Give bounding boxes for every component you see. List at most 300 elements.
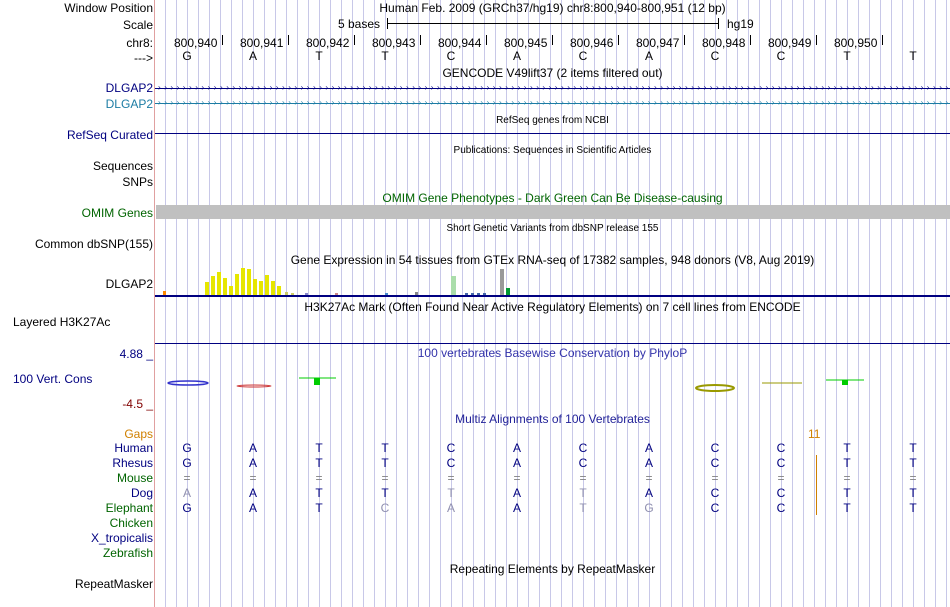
strand-arrow-icon: › — [313, 98, 316, 107]
gtex-bar — [305, 293, 308, 295]
alignment-base: T — [579, 486, 587, 500]
strand-arrow-icon: › — [815, 83, 818, 92]
strand-arrow-icon: › — [598, 98, 601, 107]
strand-arrow-icon: › — [306, 83, 310, 92]
strand-arrow-icon: › — [251, 83, 254, 92]
strand-arrow-icon: › — [660, 83, 663, 92]
gtex-bar — [271, 281, 275, 295]
strand-arrow-icon: › — [641, 98, 645, 107]
ruler-position-label: 800,949 — [768, 36, 812, 50]
strand-arrow-icon: › — [368, 83, 372, 92]
strand-arrow-icon: › — [902, 98, 905, 107]
strand-arrow-icon: › — [833, 83, 837, 92]
ruler-position-label: 800,942 — [306, 36, 350, 50]
strand-arrow-icon: › — [877, 98, 880, 107]
ruler-base: T — [315, 49, 323, 63]
strand-arrow-icon: › — [461, 98, 465, 107]
ruler-tick — [354, 35, 355, 45]
strand-arrow-icon: › — [598, 83, 601, 92]
alignment-base: T — [843, 456, 851, 470]
gtex-bar — [471, 293, 474, 295]
strand-arrow-icon: › — [709, 83, 713, 92]
gtex-bar — [163, 291, 166, 295]
omim-phenotype-bar[interactable] — [156, 205, 950, 219]
strand-arrow-icon: › — [926, 98, 930, 107]
strand-arrow-icon: › — [189, 83, 192, 92]
gtex-bar — [465, 293, 468, 295]
strand-arrow-icon: › — [437, 98, 440, 107]
refseq-gene-line[interactable] — [155, 133, 950, 134]
species-label-x_tropicalis[interactable]: X_tropicalis — [90, 531, 153, 545]
strand-arrow-icon: › — [232, 98, 236, 107]
strand-arrow-icon: › — [306, 98, 310, 107]
strand-arrow-icon: › — [387, 98, 391, 107]
strand-arrow-icon: › — [827, 98, 831, 107]
strand-arrow-icon: › — [300, 83, 304, 92]
omim-track-label[interactable]: OMIM Genes — [81, 206, 153, 220]
strand-arrow-icon: › — [226, 83, 229, 92]
strand-arrow-icon: › — [220, 83, 223, 92]
strand-arrow-icon: › — [492, 98, 496, 107]
strand-arrow-icon: › — [288, 98, 291, 107]
gtex-bar — [265, 275, 269, 295]
strand-arrow-icon: › — [499, 98, 502, 107]
conservation-min-label: -4.5 _ — [122, 397, 153, 411]
strand-arrow-icon: › — [864, 83, 868, 92]
alignment-base: T — [579, 501, 587, 515]
ruler-base: C — [578, 49, 588, 63]
strand-arrow-icon: › — [759, 98, 763, 107]
strand-arrow-icon: › — [424, 83, 428, 92]
strand-arrow-icon: › — [939, 98, 942, 107]
strand-arrow-icon: › — [877, 83, 880, 92]
strand-arrow-icon: › — [406, 98, 409, 107]
strand-arrow-icon: › — [201, 98, 205, 107]
strand-arrow-icon: › — [189, 98, 192, 107]
strand-arrow-icon: › — [257, 83, 260, 92]
alignment-base: C — [446, 441, 456, 455]
strand-arrow-icon: › — [840, 98, 843, 107]
strand-arrow-icon: › — [430, 98, 434, 107]
strand-arrow-icon: › — [430, 83, 434, 92]
strand-arrow-icon: › — [269, 83, 273, 92]
strand-arrow-icon: › — [176, 83, 180, 92]
gap-count-label: 11 — [808, 427, 821, 441]
strand-arrow-icon: › — [288, 83, 291, 92]
alignment-base: T — [447, 486, 455, 500]
strand-arrow-icon: › — [381, 98, 384, 107]
multiz-track-title[interactable]: Multiz Alignments of 100 Vertebrates — [455, 412, 650, 426]
strand-arrow-icon: › — [759, 83, 763, 92]
strand-arrow-icon: › — [158, 83, 161, 92]
alignment-base: C — [710, 501, 720, 515]
snps-track-label[interactable]: SNPs — [122, 175, 153, 189]
gencode-gene-label-2[interactable]: DLGAP2 — [105, 97, 153, 111]
strand-arrow-icon: › — [691, 83, 694, 92]
strand-arrow-icon: › — [393, 98, 397, 107]
strand-arrow-icon: › — [505, 83, 508, 92]
strand-arrow-icon: › — [722, 83, 725, 92]
strand-arrow-icon: › — [585, 98, 589, 107]
strand-arrow-icon: › — [275, 98, 279, 107]
strand-arrow-icon: › — [920, 83, 924, 92]
ruler-position-label: 800,950 — [834, 36, 878, 50]
publications-track-title[interactable]: Publications: Sequences in Scientific Articles — [453, 145, 652, 156]
gtex-bar — [291, 293, 294, 295]
strand-arrow-icon: › — [536, 98, 539, 107]
ruler-position-label: 800,945 — [504, 36, 548, 50]
alignment-base: G — [644, 501, 654, 515]
strand-arrow-icon: › — [418, 98, 422, 107]
ruler-tick — [552, 35, 553, 45]
strand-arrow-icon: › — [858, 98, 862, 107]
strand-arrow-icon: › — [418, 83, 422, 92]
strand-arrow-icon: › — [616, 98, 620, 107]
alignment-base: T — [909, 441, 917, 455]
strand-arrow-icon: › — [517, 83, 521, 92]
alignment-base: T — [843, 486, 851, 500]
strand-arrow-icon: › — [784, 98, 787, 107]
refseq-track-label[interactable]: RefSeq Curated — [66, 128, 153, 142]
phylop-peak — [168, 381, 208, 385]
phylop-conservation-plot[interactable] — [155, 372, 950, 396]
h3k27ac-track-title[interactable]: H3K27Ac Mark (Often Found Near Active Regulatory Elements) on 7 cell lines from ENCODE — [304, 300, 801, 314]
strand-arrow-icon: › — [412, 83, 415, 92]
alignment-base: T — [843, 441, 851, 455]
strand-arrow-icon: › — [734, 83, 738, 92]
ruler-tick — [420, 35, 421, 45]
strand-arrow-icon: › — [592, 98, 595, 107]
strand-arrow-icon: › — [852, 83, 856, 92]
strand-arrow-icon: › — [461, 83, 465, 92]
alignment-base: C — [578, 456, 588, 470]
strand-arrow-icon: › — [337, 98, 341, 107]
alignment-base: = — [579, 471, 587, 485]
alignment-base: A — [512, 441, 521, 455]
strand-arrow-icon: › — [939, 83, 942, 92]
strand-arrow-icon: › — [294, 83, 298, 92]
strand-arrow-icon: › — [691, 98, 694, 107]
strand-arrow-icon: › — [368, 98, 372, 107]
alignment-base: C — [776, 456, 786, 470]
strand-arrow-icon: › — [263, 83, 267, 92]
strand-arrow-icon: › — [238, 83, 242, 92]
strand-arrow-icon: › — [716, 83, 719, 92]
gtex-bar — [217, 272, 221, 295]
strand-arrow-icon: › — [641, 83, 645, 92]
strand-arrow-icon: › — [852, 98, 856, 107]
gtex-bar — [247, 269, 251, 295]
dbsnp-track-label[interactable]: Common dbSNP(155) — [34, 237, 153, 251]
gtex-bar — [483, 293, 486, 295]
strand-arrow-icon: › — [244, 98, 248, 107]
strand-arrow-icon: › — [778, 98, 781, 107]
alignment-base: T — [381, 486, 389, 500]
strand-arrow-icon: › — [666, 83, 670, 92]
gencode-gene-label-1[interactable]: DLGAP2 — [105, 81, 153, 95]
strand-arrow-icon: › — [492, 83, 496, 92]
strand-arrow-icon: › — [635, 83, 639, 92]
gtex-bar — [415, 292, 418, 295]
repeatmasker-track-label[interactable]: RepeatMasker — [74, 577, 153, 591]
strand-arrow-icon: › — [269, 98, 273, 107]
strand-arrow-icon: › — [406, 83, 409, 92]
alignment-base: = — [777, 471, 785, 485]
ruler-position-label: 800,946 — [570, 36, 614, 50]
gap-insertion-marker — [816, 455, 817, 515]
alignment-base: = — [513, 471, 521, 485]
alignment-base: T — [381, 456, 389, 470]
gencode-transcript-1[interactable] — [155, 88, 950, 89]
gtex-bar — [506, 288, 510, 295]
strand-arrow-icon: › — [740, 98, 744, 107]
strand-arrow-icon: › — [660, 98, 663, 107]
strand-arrow-icon: › — [623, 98, 626, 107]
strand-arrow-icon: › — [480, 98, 484, 107]
ruler-tick — [222, 35, 223, 45]
phylop-peak — [842, 380, 848, 385]
strand-arrow-icon: › — [164, 98, 167, 107]
strand-arrow-icon: › — [802, 83, 806, 92]
ruler-tick — [816, 35, 817, 45]
strand-arrow-icon: › — [728, 83, 732, 92]
strand-arrow-icon: › — [399, 83, 403, 92]
alignment-base: C — [776, 501, 786, 515]
strand-arrow-icon: › — [319, 83, 322, 92]
gencode-transcript-2[interactable] — [155, 103, 950, 104]
gtex-bar — [205, 282, 209, 295]
strand-arrow-icon: › — [703, 98, 707, 107]
strand-arrow-icon: › — [672, 83, 676, 92]
gencode-track-title[interactable]: GENCODE V49lift37 (2 items filtered out) — [442, 66, 663, 80]
strand-arrow-icon: › — [195, 83, 198, 92]
alignment-base: = — [447, 471, 455, 485]
species-label-mouse[interactable]: Mouse — [116, 471, 153, 485]
strand-arrow-icon: › — [474, 83, 477, 92]
strand-arrow-icon: › — [592, 83, 595, 92]
strand-arrow-icon: › — [871, 83, 874, 92]
gtex-expression-barchart[interactable] — [155, 264, 950, 298]
strand-arrow-icon: › — [871, 98, 874, 107]
strand-arrow-icon: › — [703, 83, 707, 92]
strand-arrow-icon: › — [796, 83, 800, 92]
strand-arrow-icon: › — [505, 98, 508, 107]
strand-arrow-icon: › — [889, 83, 893, 92]
gtex-bar — [253, 279, 257, 295]
alignment-base: A — [248, 501, 257, 515]
strand-arrow-icon: › — [685, 98, 688, 107]
strand-arrow-icon: › — [344, 98, 347, 107]
strand-arrow-icon: › — [375, 83, 378, 92]
ruler-position-label: 800,941 — [240, 36, 284, 50]
strand-arrow-icon: › — [393, 83, 397, 92]
phylop-track-title[interactable]: 100 vertebrates Basewise Conservation by PhyloP — [417, 346, 688, 360]
strand-arrow-icon: › — [201, 83, 205, 92]
gtex-bar — [223, 278, 227, 295]
conservation-max-label: 4.88 _ — [119, 347, 153, 361]
alignment-base: C — [578, 441, 588, 455]
alignment-base: A — [512, 501, 521, 515]
alignment-base: = — [315, 471, 323, 485]
strand-arrow-icon: › — [895, 98, 899, 107]
strand-arrow-icon: › — [629, 98, 632, 107]
strand-arrow-icon: › — [610, 98, 614, 107]
alignment-base: C — [446, 456, 456, 470]
alignment-base: C — [776, 486, 786, 500]
gtex-track-label[interactable]: DLGAP2 — [105, 277, 153, 291]
strand-arrow-icon: › — [647, 83, 651, 92]
ruler-tick — [750, 35, 751, 45]
strand-arrow-icon: › — [344, 83, 347, 92]
strand-arrow-icon: › — [294, 98, 298, 107]
strand-arrow-icon: › — [722, 98, 725, 107]
strand-arrow-icon: › — [790, 98, 794, 107]
alignment-base: T — [909, 456, 917, 470]
gtex-bar — [211, 276, 215, 295]
sequences-track-label[interactable]: Sequences — [92, 159, 153, 173]
strand-arrow-label: ---> — [134, 51, 153, 65]
strand-arrow-icon: › — [604, 98, 608, 107]
strand-arrow-icon: › — [771, 83, 775, 92]
strand-arrow-icon: › — [753, 83, 756, 92]
species-label-elephant[interactable]: Elephant — [105, 501, 153, 515]
species-label-rhesus[interactable]: Rhesus — [112, 456, 153, 470]
strand-arrow-icon: › — [796, 98, 800, 107]
strand-arrow-icon: › — [629, 83, 632, 92]
ruler-base: G — [182, 49, 192, 63]
alignment-base: T — [843, 501, 851, 515]
alignment-base: T — [315, 486, 323, 500]
alignment-base: = — [183, 471, 191, 485]
species-label-human[interactable]: Human — [114, 441, 153, 455]
strand-arrow-icon: › — [840, 83, 843, 92]
strand-arrow-icon: › — [170, 83, 174, 92]
strand-arrow-icon: › — [182, 98, 186, 107]
strand-arrow-icon: › — [220, 98, 223, 107]
strand-arrow-icon: › — [846, 83, 849, 92]
strand-arrow-icon: › — [362, 98, 366, 107]
strand-arrow-icon: › — [889, 98, 893, 107]
strand-arrow-icon: › — [654, 83, 657, 92]
strand-arrow-icon: › — [213, 83, 217, 92]
strand-arrow-icon: › — [827, 83, 831, 92]
strand-arrow-icon: › — [864, 98, 868, 107]
strand-arrow-icon: › — [623, 83, 626, 92]
strand-arrow-icon: › — [933, 98, 936, 107]
strand-arrow-icon: › — [579, 98, 583, 107]
alignment-base: A — [182, 486, 191, 500]
strand-arrow-icon: › — [381, 83, 384, 92]
gtex-bar — [451, 276, 456, 295]
dbsnp-track-title[interactable]: Short Genetic Variants from dbSNP release 155 — [446, 223, 659, 234]
gtex-baseline — [155, 295, 950, 297]
conservation-track-label[interactable]: 100 Vert. Cons — [13, 372, 93, 386]
species-label-zebrafish[interactable]: Zebrafish — [102, 546, 153, 560]
strand-arrow-icon: › — [920, 98, 924, 107]
strand-arrow-icon: › — [554, 98, 558, 107]
strand-arrow-icon: › — [530, 83, 533, 92]
gtex-track-title[interactable]: Gene Expression in 54 tissues from GTEx RNA-seq of 17382 samples, 948 donors (V8, Aug 2019) — [290, 253, 815, 267]
strand-arrow-icon: › — [213, 98, 217, 107]
species-label-chicken[interactable]: Chicken — [109, 516, 153, 530]
repeatmasker-track-title[interactable]: Repeating Elements by RepeatMasker — [449, 562, 656, 576]
alignment-base: C — [710, 486, 720, 500]
phylop-peak — [696, 385, 734, 391]
strand-arrow-icon: › — [747, 98, 750, 107]
strand-arrow-icon: › — [666, 98, 670, 107]
gtex-bar — [500, 269, 504, 295]
strand-arrow-icon: › — [523, 98, 527, 107]
alignment-base: = — [381, 471, 389, 485]
strand-arrow-icon: › — [356, 83, 360, 92]
strand-arrow-icon: › — [765, 98, 769, 107]
strand-arrow-icon: › — [672, 98, 676, 107]
strand-arrow-icon: › — [387, 83, 391, 92]
alignment-base: A — [446, 501, 455, 515]
species-label-dog[interactable]: Dog — [130, 486, 153, 500]
strand-arrow-icon: › — [883, 83, 887, 92]
strand-arrow-icon: › — [895, 83, 899, 92]
assembly-position-title: Human Feb. 2009 (GRCh37/hg19) chr8:800,940-800,951 (12 bp) — [379, 1, 726, 15]
strand-arrow-icon: › — [486, 83, 490, 92]
strand-arrow-icon: › — [176, 98, 180, 107]
strand-arrow-icon: › — [933, 83, 936, 92]
strand-arrow-icon: › — [337, 83, 341, 92]
strand-arrow-icon: › — [784, 83, 787, 92]
strand-arrow-icon: › — [282, 98, 285, 107]
refseq-track-title[interactable]: RefSeq genes from NCBI — [496, 115, 609, 126]
strand-arrow-icon: › — [542, 83, 546, 92]
strand-arrow-icon: › — [833, 98, 837, 107]
strand-arrow-icon: › — [511, 83, 515, 92]
strand-arrow-icon: › — [449, 83, 453, 92]
ruler-base: A — [248, 49, 257, 63]
h3k27ac-track-label[interactable]: Layered H3K27Ac — [13, 315, 111, 329]
scale-bar — [387, 23, 719, 24]
alignment-base: C — [380, 501, 390, 515]
scale-bar-right-tick — [718, 18, 719, 29]
strand-arrow-icon: › — [914, 98, 918, 107]
strand-arrow-icon: › — [573, 83, 577, 92]
alignment-base: C — [776, 441, 786, 455]
alignment-base: A — [248, 456, 257, 470]
strand-arrow-icon: › — [238, 98, 242, 107]
strand-arrow-icon: › — [716, 98, 719, 107]
alignment-base: = — [909, 471, 917, 485]
alignment-base: G — [182, 501, 192, 515]
omim-track-title[interactable]: OMIM Gene Phenotypes - Dark Green Can Be Disease-causing — [382, 191, 723, 205]
strand-arrow-icon: › — [945, 98, 949, 107]
strand-arrow-icon: › — [654, 98, 657, 107]
strand-arrow-icon: › — [443, 83, 446, 92]
ruler-base: C — [776, 49, 786, 63]
ruler-position-label: 800,943 — [372, 36, 416, 50]
alignment-base: A — [644, 441, 653, 455]
strand-arrow-icon: › — [883, 98, 887, 107]
ruler-tick — [684, 35, 685, 45]
ruler-base: C — [446, 49, 456, 63]
window-position-label: Window Position — [64, 1, 153, 15]
strand-arrow-icon: › — [455, 83, 459, 92]
strand-arrow-icon: › — [207, 98, 211, 107]
strand-arrow-icon: › — [902, 83, 905, 92]
alignment-base: T — [315, 501, 323, 515]
strand-arrow-icon: › — [158, 98, 161, 107]
strand-arrow-icon: › — [375, 98, 378, 107]
strand-arrow-icon: › — [734, 98, 738, 107]
strand-arrow-icon: › — [523, 83, 527, 92]
strand-arrow-icon: › — [437, 83, 440, 92]
